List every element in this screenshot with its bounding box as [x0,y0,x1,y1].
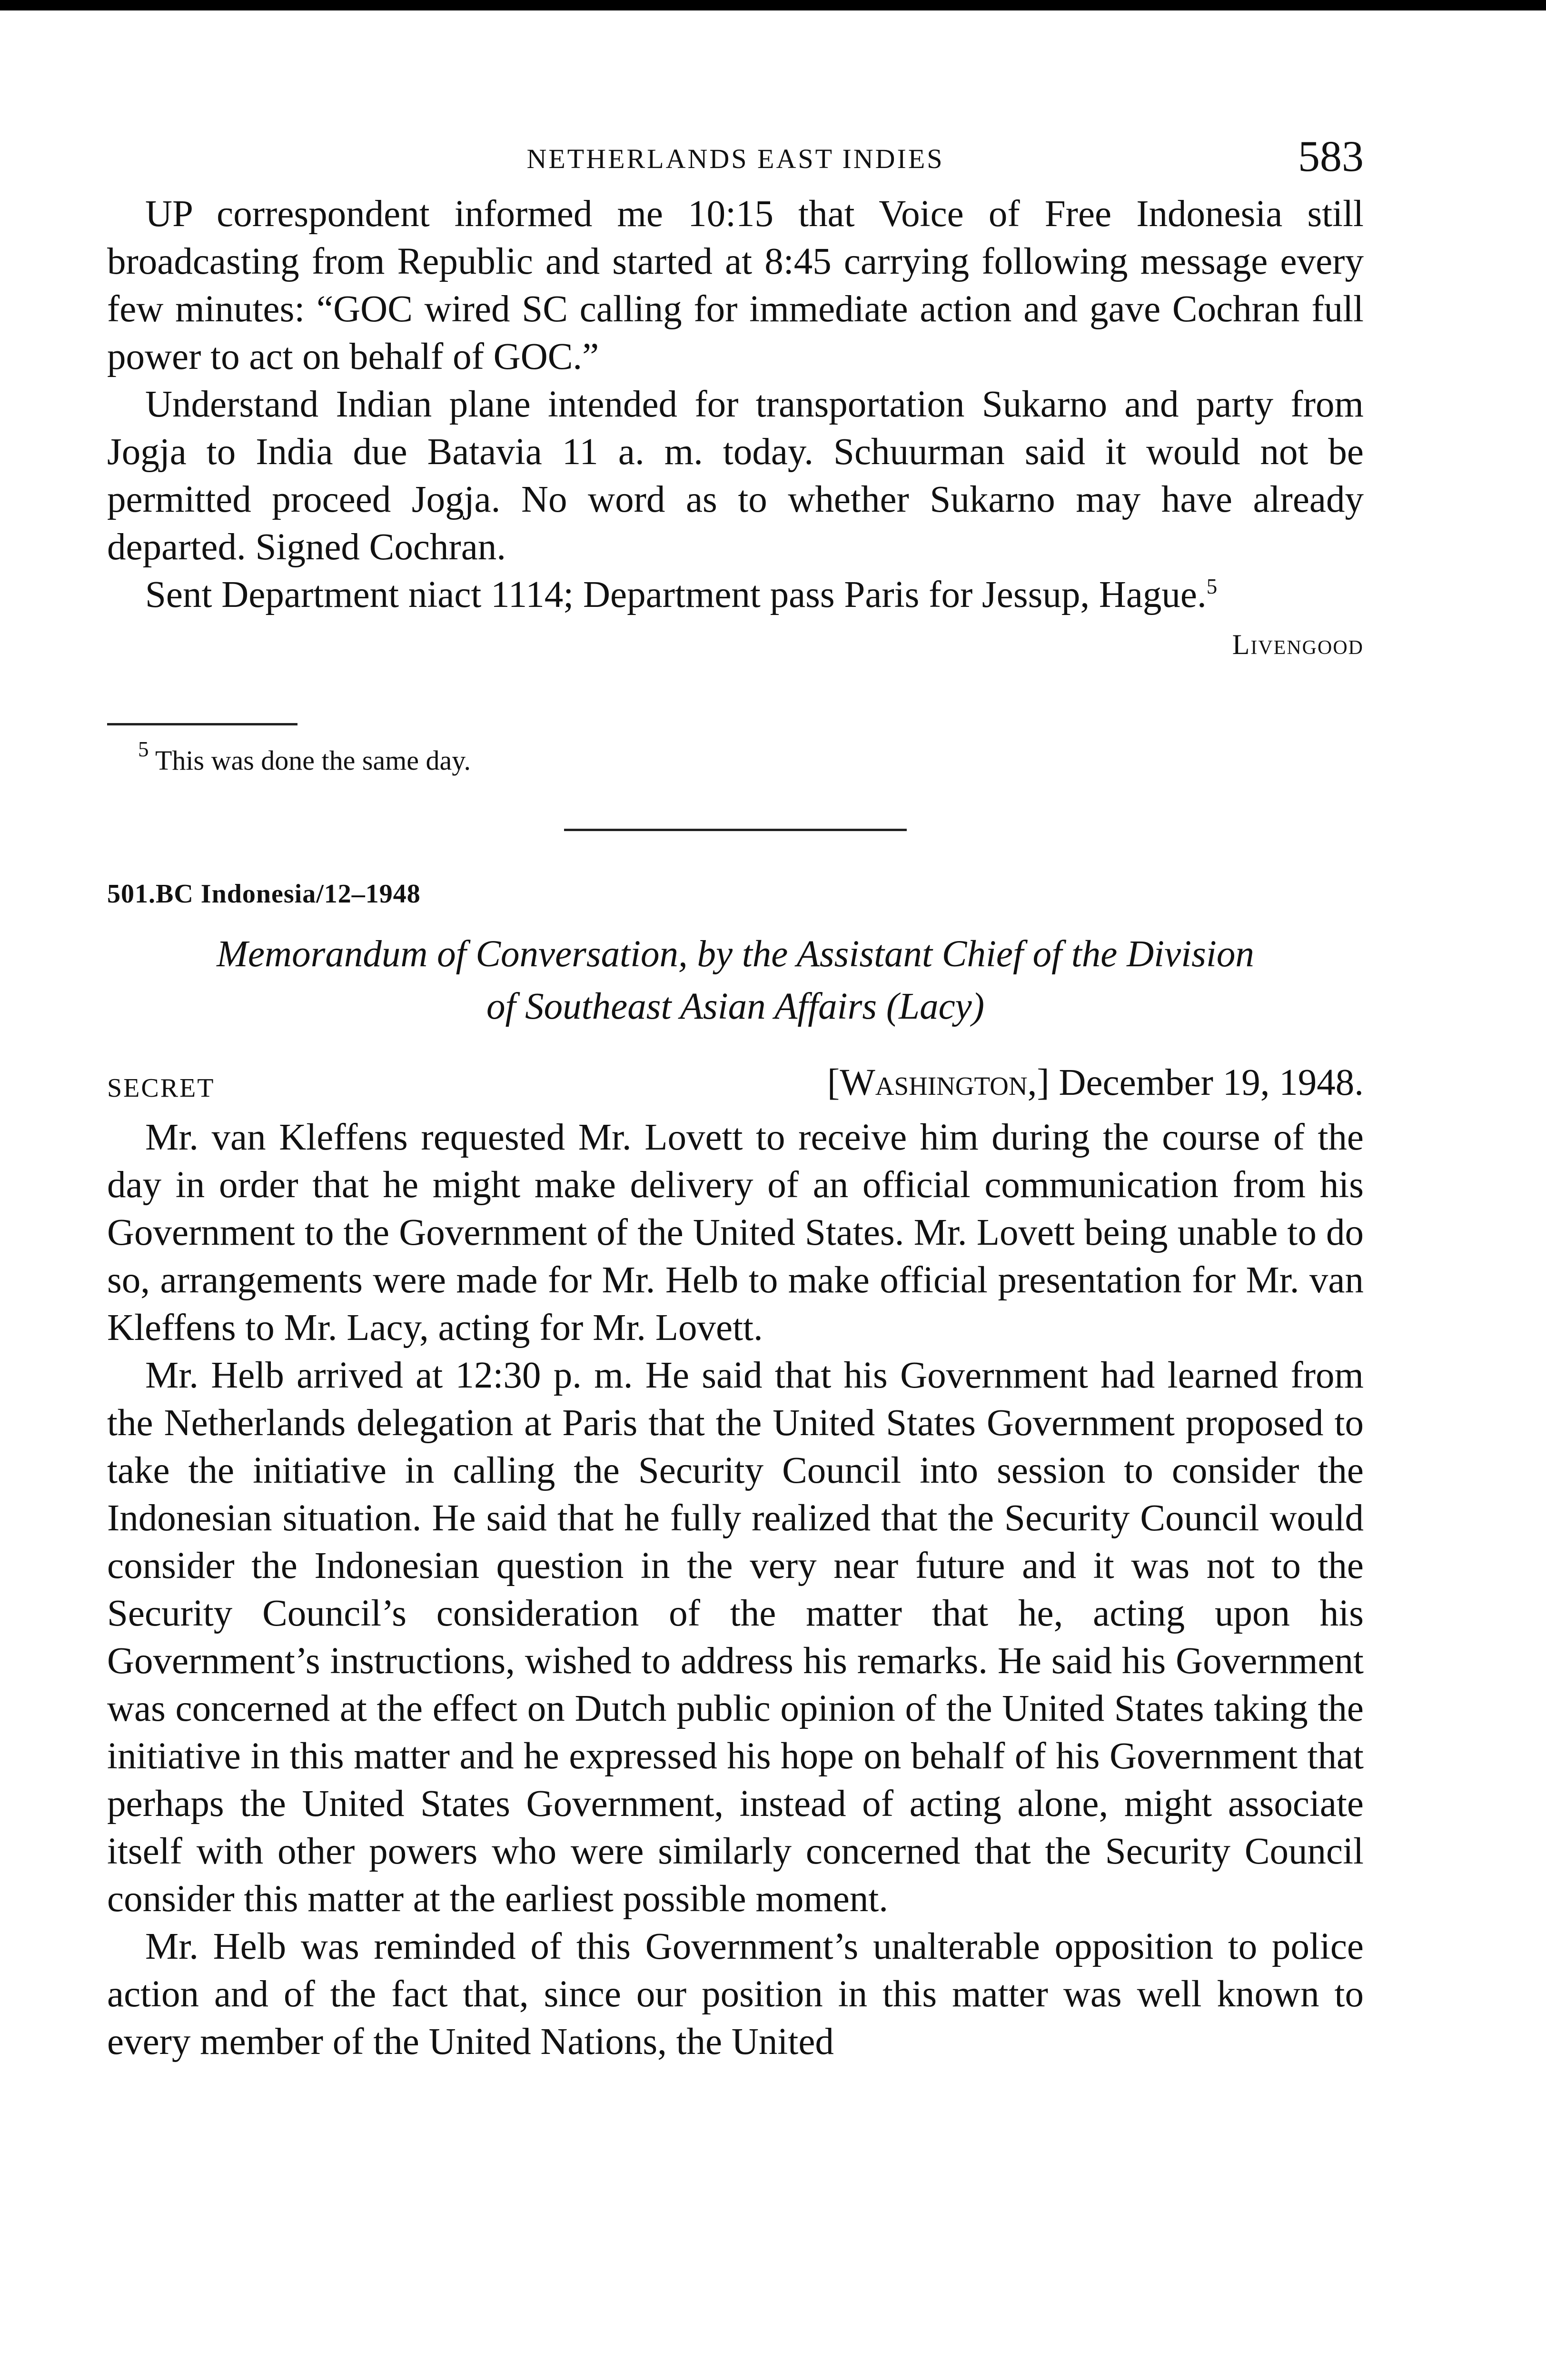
footnote-text: This was done the same day. [155,745,471,776]
telegram-paragraph-3-text: Sent Department niact 1114; Department pass Paris for Jessup, Hague. [145,574,1207,615]
page-number: 583 [1298,132,1364,180]
telegram-paragraph-2: Understand Indian plane intended for transportation Sukarno and party from Jogja to India due Batavia 11 a. m. today. Schuurman said it would not be permitted proceed Jogja. No word as to whether Sukarno may have already departed. Signed Cochran. [107,384,1364,568]
footnote [107,737,1364,776]
memo-date-text: December 19, 1948. [1059,1062,1364,1103]
page-top-border [0,0,1546,10]
memo-paragraph-2: Mr. Helb arrived at 12:30 p. m. He said that his Government had learned from the Netherlands delegation at Paris that the United States Government proposed to take the initiative in calling the Security Council into session to consider the Indonesian situation. He said that he fully realized that the Security Council would consider the Indonesian question in the very near future and it was not to the Security Council’s consideration of the matter that he, acting upon his Government’s instructions, wished to address his remarks. He said his Government was concerned at the effect on Dutch public opinion of the United States taking the initiative in this matter and he expressed his hope on behalf of his Government that perhaps the United States Government, instead of acting alone, might associate itself with other powers who were similarly concerned that the Security Council consider this matter at the earliest possible moment. [107,1355,1364,1920]
file-reference: 501.BC Indonesia/12–1948 [107,879,421,909]
dateline [107,1061,1364,1114]
telegram-paragraph-1: UP correspondent informed me 10:15 that Voice of Free Indonesia still broadcasting from Republic and started at 8:45 carrying following message every few minutes: “GOC wired SC calling for immediate action and gave Cochran full power to act on behalf of GOC.” [107,193,1364,377]
footnote-marker: 5 [138,737,149,761]
footnote-reference: 5 [1206,575,1218,598]
running-head: NETHERLANDS EAST INDIES [526,143,944,174]
memo-title-line-2: of Southeast Asian Affairs (Lacy) [486,986,985,1027]
memo-place: [Washington,] [827,1062,1050,1103]
telegram-paragraph-3 [107,571,1364,619]
memo-paragraph-1: Mr. van Kleffens requested Mr. Lovett to receive him during the course of the day in order that he might make delivery of an official communication from his Government to the Government of the United States. Mr. Lovett being unable to do so, arrangements were made for Mr. Helb to make official presentation for Mr. van Kleffens to Mr. Lacy, acting for Mr. Lovett. [107,1117,1364,1349]
classification-label: SECRET [107,1073,215,1103]
memo-paragraph-3: Mr. Helb was reminded of this Government’s unalterable opposition to police action and of the fact that, since our position in this matter was well known to every member of the United Nations, the United [107,1926,1364,2063]
memo-date [827,1061,1364,1104]
memo-title [107,928,1364,1033]
page-header [107,114,1364,190]
section-divider [564,829,907,831]
signature: Livengood [1232,629,1364,660]
memo-title-line-1: Memorandum of Conversation, by the Assistant Chief of the Division [217,933,1254,975]
document-page [107,114,1364,2066]
footnote-divider [107,723,297,725]
